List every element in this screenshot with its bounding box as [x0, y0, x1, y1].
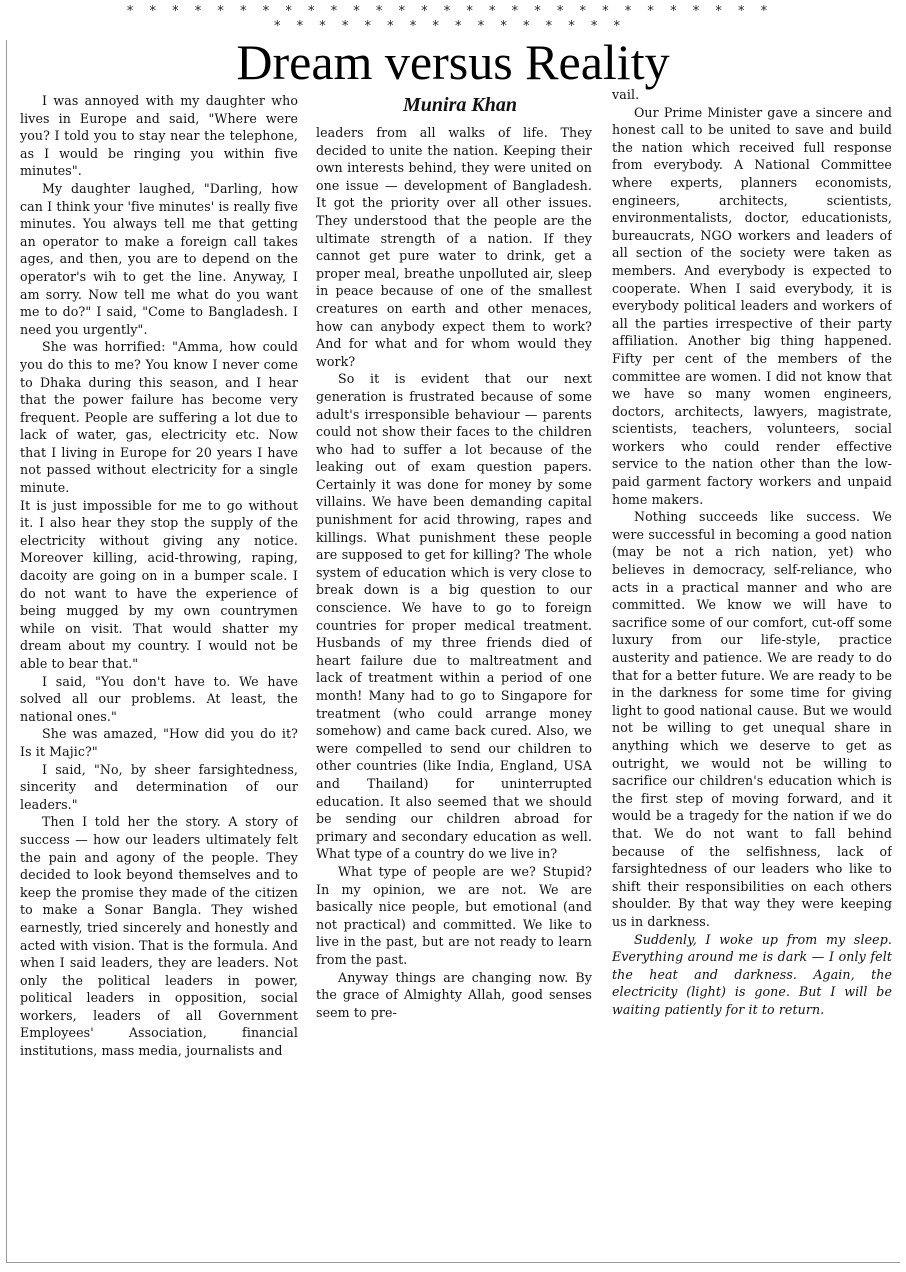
- paragraph: She was horrified: "Amma, how could you do this to me? You know I never come to Dhaka during this season, and I hear that the power failure has become very frequent. People are suffering a lot due to lack of water, gas, electricity etc. Now that I living in Europe for 20 years I have not passed without electricity for a single minute.: [20, 339, 298, 496]
- paragraph: What type of people are we? Stupid? In my opinion, we are not. We are basically nice people, but emotional (and not practical) and committed. We like to live in the past, but are not ready to learn from the past.: [316, 863, 592, 967]
- paragraph: So it is evident that our next generation is frustrated because of some adult's irresponsible behaviour — parents could not show their faces to the children who had to suffer a lot because of the leaking out of exam question papers. Certainly it was done for money by some villains. We have been demanding capital punishment for acid throwing, rapes and killings. What punishment these people are supposed to get for killing? The whole system of education which is very close to break down is a big question to our conscience. We have to go to foreign countries for proper medical treatment. Husbands of my three friends died of heart failure due to maltreatment and lack of treatment within a period of one month! Many had to go to Singapore for treatment (who could arrange money somehow) and came back cured. Also, we were compelled to send our children to other countries (like India, England, USA and Thailand) for uninterrupted education. It also seemed that we should be sending our children abroad for primary and secondary education as well. What type of a country do we live in?: [316, 371, 592, 862]
- article-column-2: [316, 124, 592, 1264]
- paragraph: I was annoyed with my daughter who lives in Europe and said, "Where were you? I told you to stay near the telephone, as I would be ringing you within five minutes".: [20, 93, 298, 179]
- paragraph-continuation: vail.: [612, 87, 640, 102]
- paragraph: I said, "No, by sheer farsightedness, sincerity and determination of our leaders.": [20, 761, 298, 812]
- paragraph: leaders from all walks of life. They decided to unite the nation. Keeping their own interests behind, they were united on one issue — development of Bangladesh. It got the priority over all other issues. They understood that the people are the ultimate strength of a nation. If they cannot get pure water to drink, get a proper meal, breathe unpolluted air, sleep in peace because of one of the smallest creatures on earth and other menaces, how can anybody expect them to work? And for what and for whom would they work?: [316, 125, 592, 369]
- closing-paragraph: Suddenly, I woke up from my sleep. Everything around me is dark — I only felt the heat and darkness. Again, the electricity (light) is gone. But I will be waiting patiently for it to return.: [612, 931, 892, 1017]
- paragraph: Nothing succeeds like success. We were successful in becoming a good nation (may be not a rich nation, yet) who believes in democracy, self-reliance, who acts in a practical manner and who are committed. We know we will have to sacrifice some of our comfort, cut-off some luxury from our life-style, practice austerity and patience. We are ready to do that for a better future. We are ready to be in the darkness for some time for giving light to good national cause. But we would not be willing to get unequal share in anything which we deserve to get as outright, we would not be willing to sacrifice our children's education which is the first step of moving forward, and it would be a tragedy for the nation if we do that. We do not want to fall behind because of the selfishness, lack of farsightedness of our leaders who like to shift their responsibilities on each others shoulder. By that way they were keeping us in darkness.: [612, 509, 892, 929]
- paragraph: Our Prime Minister gave a sincere and honest call to be united to save and build the nation which received full response from everybody. A National Committee where experts, planners economists, engineers, architects, scientists, environmentalists, doctor, educationists, bureaucrats, NGO workers and leaders of all section of the society were taken as members. And everybody is expected to cooperate. When I said everybody, it is everybody political leaders and workers of all the parties irrespective of their party affiliation. Another big thing happened. Fifty per cent of the members of the committee are women. I did not know that we have so many women engineers, doctors, architects, lawyers, magistrate, scientists, teachers, volunteers, social workers who could render effective service to the nation other than the low-paid garment factory workers and unpaid home makers.: [612, 104, 892, 507]
- clipping-border-left: [6, 40, 7, 1262]
- paragraph: My daughter laughed, "Darling, how can I think your 'five minutes' is really five minutes. You always tell me that getting an operator to make a foreign call takes ages, and then, you are to depend on the operator's wih to get the line. Anyway, I am sorry. Now tell me what do you want me to do?" I said, "Come to Bangladesh. I need you urgently".: [20, 180, 298, 337]
- paragraph: Then I told her the story. A story of success — how our leaders ultimately felt the pain and agony of the people. They decided to look beyond themselves and to keep the promise they made of the citizen to make a Sonar Bangla. They wished earnestly, tried sincerely and honestly and acted with vision. That is the formula. And when I said leaders, they are leaders. Not only the political leaders in power, political leaders in opposition, social workers, leaders of all Government Employees' Association, financial institutions, mass media, journalists and: [20, 814, 298, 1059]
- star-ornament-rule: * * * * * * * * * * * * * * * * * * * * * * * * * * * * * * * * * * * * * * * * * * * * *: [126, 4, 774, 34]
- article-title: Dream versus Reality: [236, 34, 670, 90]
- article-column-1: [20, 92, 298, 1262]
- paragraph: I said, "You don't have to. We have solved all our problems. At least, the national ones.": [20, 673, 298, 724]
- paragraph: Anyway things are changing now. By the grace of Almighty Allah, good senses seem to pre-: [316, 969, 592, 1020]
- paragraph: She was amazed, "How did you do it? Is it Majic?": [20, 726, 298, 759]
- author-byline: Munira Khan: [403, 94, 517, 116]
- article-column-3: [612, 86, 892, 1256]
- paragraph: It is just impossible for me to go without it. I also hear they stop the supply of the electricity without giving any notice. Moreover killing, acid-throwing, raping, dacoity are going on in a bumper scale. I do not want to have the experience of being mugged by my own countrymen while on visit. That would shatter my dream about my country. I would not be able to bear that.": [20, 497, 298, 671]
